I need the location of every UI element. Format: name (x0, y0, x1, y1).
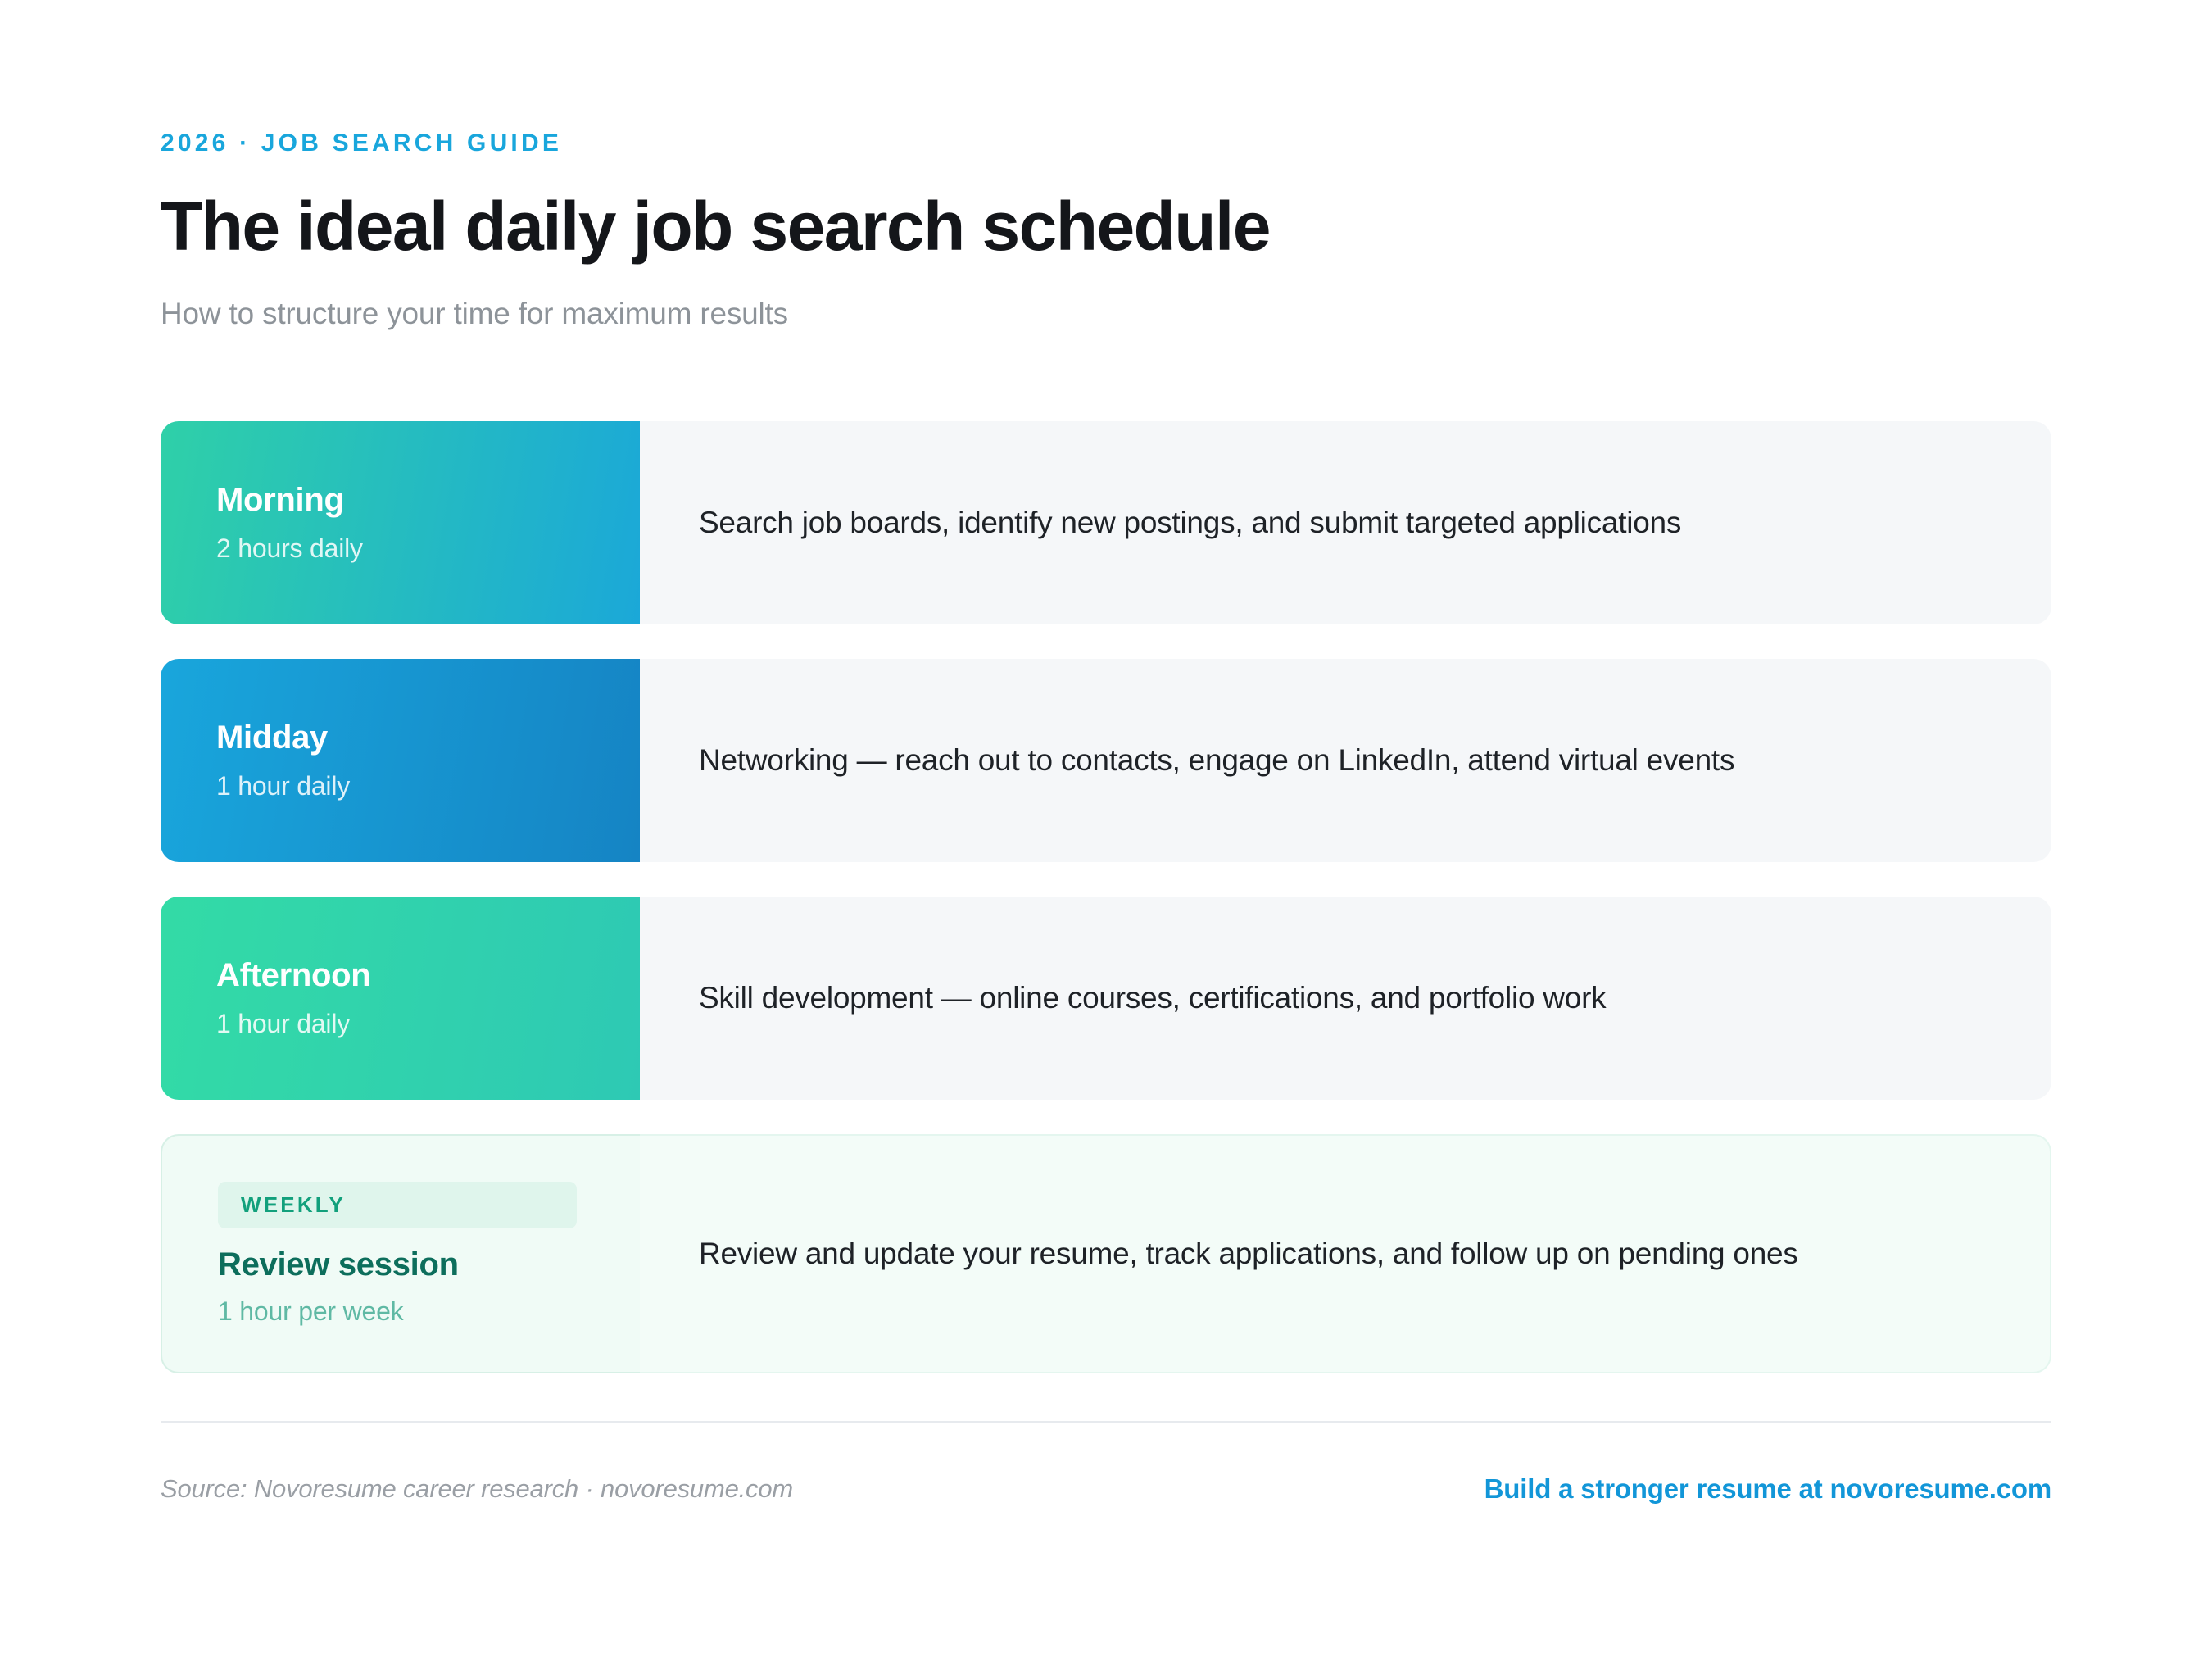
status-badge: WEEKLY (218, 1182, 577, 1228)
slot-description: Search job boards, identify new postings, and submit targeted applications (699, 506, 1682, 540)
page-subtitle: How to structure your time for maximum results (161, 297, 788, 331)
cta-link[interactable]: Build a stronger resume at novoresume.com (1484, 1473, 2051, 1505)
slot-description: Review and update your resume, track applications, and follow up on pending ones (699, 1237, 1798, 1271)
slot-description: Networking — reach out to contacts, engage on LinkedIn, attend virtual events (699, 743, 1735, 778)
footer (0, 1473, 2212, 1505)
slot-title: Midday (216, 720, 328, 756)
schedule-description-panel (640, 1134, 2051, 1373)
slot-title: Afternoon (216, 957, 371, 994)
slot-duration: 1 hour daily (216, 771, 351, 801)
eyebrow-label: 2026 · JOB SEARCH GUIDE (161, 129, 563, 157)
schedule-slot-afternoon (161, 897, 640, 1100)
list-item (161, 421, 2051, 624)
schedule-description-panel (640, 897, 2051, 1100)
schedule-list (161, 421, 2051, 1373)
list-item (161, 659, 2051, 862)
slot-description: Skill development — online courses, certifications, and portfolio work (699, 981, 1607, 1015)
schedule-description-panel (640, 659, 2051, 862)
footer-divider (161, 1421, 2051, 1423)
page-title: The ideal daily job search schedule (161, 188, 1270, 265)
page-content (0, 129, 2212, 1373)
list-item (161, 1134, 2051, 1373)
schedule-slot-midday (161, 659, 640, 862)
slot-duration: 1 hour daily (216, 1009, 351, 1039)
schedule-slot-weekly (161, 1134, 640, 1373)
source-note: Source: Novoresume career research · novoresume.com (161, 1474, 794, 1504)
schedule-slot-morning (161, 421, 640, 624)
slot-title: Morning (216, 482, 344, 519)
slot-duration: 1 hour per week (218, 1296, 404, 1326)
schedule-description-panel (640, 421, 2051, 624)
slot-title: Review session (218, 1246, 459, 1282)
list-item (161, 897, 2051, 1100)
slot-duration: 2 hours daily (216, 533, 363, 564)
